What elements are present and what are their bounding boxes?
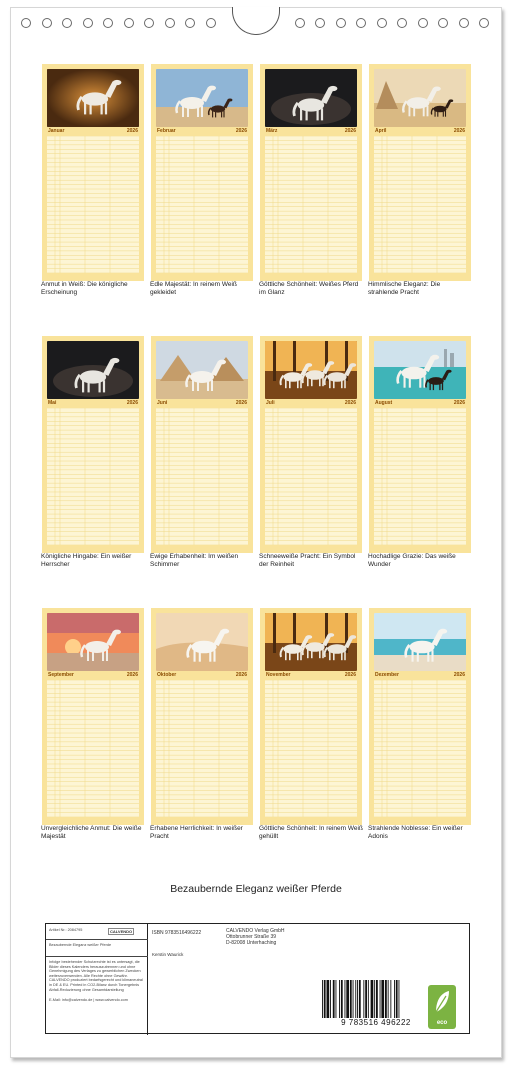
month-name: September [48, 672, 74, 678]
binding-ring [377, 18, 387, 28]
month-photo [47, 69, 139, 127]
month-year: 2026 [126, 128, 138, 134]
imprint-left-column [46, 924, 148, 1035]
month-year: 2026 [126, 672, 138, 678]
article-number: Artikel Nr.: 2084795 [49, 928, 83, 932]
binding-ring [103, 18, 113, 28]
month-year: 2026 [235, 128, 247, 134]
day-grid [265, 680, 357, 817]
month-caption: Erhabene Herrlichkeit: In weißer Pracht [150, 825, 243, 840]
month-header [374, 671, 466, 679]
binding-ring [479, 18, 489, 28]
month-photo [47, 613, 139, 671]
month-caption: Strahlende Noblesse: Ein weißer Adonis [368, 825, 463, 840]
binding-ring [124, 18, 134, 28]
month-name: Dezember [375, 672, 399, 678]
binding-ring [438, 18, 448, 28]
month-caption: Ewige Erhabenheit: Im weißen Schimmer [150, 553, 239, 568]
day-grid [47, 680, 139, 817]
month-year: 2026 [344, 128, 356, 134]
month-year: 2026 [235, 672, 247, 678]
month-card [42, 608, 144, 825]
month-caption: Schneeweiße Pracht: Ein Symbol der Reinheit [259, 553, 356, 568]
month-year: 2026 [453, 128, 465, 134]
month-header [47, 671, 139, 679]
calendar-title: Bezaubernde Eleganz weißer Pferde [170, 883, 342, 895]
month-header [156, 127, 248, 135]
month-card [42, 64, 144, 281]
binding-ring [62, 18, 72, 28]
month-card [369, 64, 471, 281]
month-caption: Unvergleichliche Anmut: Die weiße Majestät [41, 825, 142, 840]
day-grid [156, 408, 248, 545]
month-caption: Edle Majestät: In reinem Weiß gekleidet [150, 281, 237, 296]
month-name: Februar [157, 128, 176, 134]
day-grid [374, 680, 466, 817]
month-name: April [375, 128, 387, 134]
month-name: Mai [48, 400, 57, 406]
month-caption: Königliche Hingabe: Ein weißer Herrscher [41, 553, 132, 568]
barcode [320, 980, 432, 1030]
day-grid [156, 136, 248, 273]
month-caption: Anmut in Weiß: Die königliche Erscheinung [41, 281, 128, 296]
month-card [260, 64, 362, 281]
binding-ring [315, 18, 325, 28]
month-header [374, 399, 466, 407]
binding-ring [295, 18, 305, 28]
month-card [260, 336, 362, 553]
author: Kerstin Waurick [152, 952, 184, 957]
barcode-number: 9 783516 496222 [341, 1018, 411, 1027]
month-name: Oktober [157, 672, 177, 678]
binding-ring [418, 18, 428, 28]
binding-ring [144, 18, 154, 28]
day-grid [47, 136, 139, 273]
month-header [47, 399, 139, 407]
month-card [42, 336, 144, 553]
month-card [151, 608, 253, 825]
month-photo [47, 341, 139, 399]
month-header [265, 671, 357, 679]
month-card [369, 608, 471, 825]
month-caption: Göttliche Schönheit: Weißes Pferd im Glanz [259, 281, 359, 296]
legal-text: Infolge bestehender Schutzrechte ist es untersagt, die Bilder dieses Kalenders herauszutrennen und ohne Genehmigung des Verlages zu gewerblichen Zwecken weiterzuverwenden. Alle Rechte ohne Gewähr. CALVENDO produziert bedarfsgerecht und klimaneutral in DE & EU. Printed in CO2-Bilanz durch Tonergebnis Abfall-Reduzierung ohne Gesamtdarstellung [49, 960, 143, 992]
month-photo [374, 69, 466, 127]
month-photo [156, 69, 248, 127]
isbn: ISBN 9783516496222 [152, 930, 202, 936]
contact-text: E-Mail: info@calvendo.de | www.calvendo.com [49, 998, 128, 1002]
month-photo [265, 613, 357, 671]
binding-ring [21, 18, 31, 28]
month-card [369, 336, 471, 553]
month-name: November [266, 672, 291, 678]
month-year: 2026 [453, 400, 465, 406]
binding-ring [356, 18, 366, 28]
day-grid [374, 408, 466, 545]
month-year: 2026 [453, 672, 465, 678]
month-header [374, 127, 466, 135]
binding-ring [397, 18, 407, 28]
eco-label: eco [436, 1020, 448, 1026]
month-name: August [375, 400, 393, 406]
month-photo [374, 341, 466, 399]
publisher-street: Ottobrunner Straße 39 [226, 934, 277, 940]
month-year: 2026 [344, 400, 356, 406]
binding-ring [185, 18, 195, 28]
month-card [151, 64, 253, 281]
binding-ring [83, 18, 93, 28]
publisher-city: D-82008 Unterhaching [226, 940, 277, 946]
month-photo [374, 613, 466, 671]
leaf-icon [433, 990, 451, 1014]
month-year: 2026 [235, 400, 247, 406]
binding-ring [165, 18, 175, 28]
month-caption: Hochadlige Grazie: Das weiße Wunder [368, 553, 456, 568]
publisher-name: CALVENDO Verlag GmbH [226, 928, 285, 934]
month-name: Juni [157, 400, 168, 406]
binding-ring [42, 18, 52, 28]
month-header [265, 399, 357, 407]
month-name: Januar [48, 128, 65, 134]
binding-ring [336, 18, 346, 28]
binding-ring [206, 18, 216, 28]
binding-ring [459, 18, 469, 28]
month-header [156, 671, 248, 679]
day-grid [265, 408, 357, 545]
eco-badge [428, 985, 456, 1029]
day-grid [47, 408, 139, 545]
month-caption: Himmlische Eleganz: Die strahlende Pracht [368, 281, 441, 296]
day-grid [265, 136, 357, 273]
month-header [47, 127, 139, 135]
product-title: Bezaubernde Eleganz weißer Pferde [49, 943, 112, 947]
month-year: 2026 [344, 672, 356, 678]
divider [46, 956, 148, 957]
month-caption: Göttliche Schönheit: In reinem Weiß gehüllt [259, 825, 363, 840]
month-header [156, 399, 248, 407]
month-name: März [266, 128, 278, 134]
month-year: 2026 [126, 400, 138, 406]
month-photo [265, 341, 357, 399]
publisher-address [226, 928, 285, 946]
month-photo [265, 69, 357, 127]
calvendo-logo: CALVENDO [110, 929, 133, 934]
month-card [151, 336, 253, 553]
month-photo [156, 613, 248, 671]
month-name: Juli [266, 400, 275, 406]
divider [46, 939, 148, 940]
day-grid [374, 136, 466, 273]
month-header [265, 127, 357, 135]
month-photo [156, 341, 248, 399]
day-grid [156, 680, 248, 817]
barcode-bars [320, 980, 432, 1018]
month-card [260, 608, 362, 825]
